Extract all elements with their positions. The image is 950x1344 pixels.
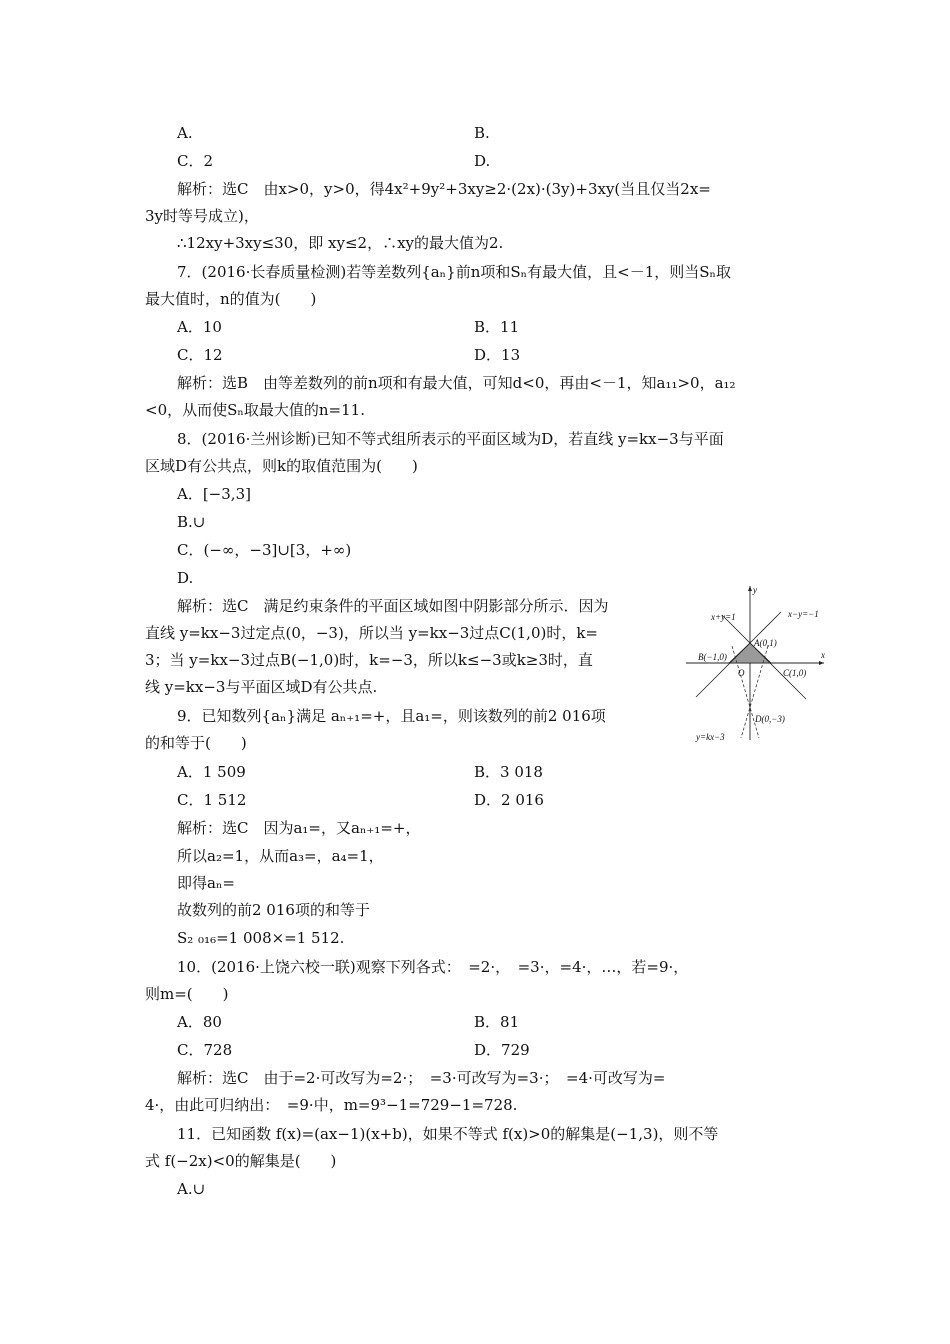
option-c: C．2 xyxy=(177,152,214,170)
solution-text: 解析：选C 由于=2·可改写为=2·； =3·可改写为=3·； =4·可改写为= xyxy=(177,1069,666,1087)
question-8-cont: 区域D有公共点，则k的取值范围为( ) xyxy=(145,457,418,475)
solution-text: 所以a₂=1，从而a₃=，a₄=1， xyxy=(177,847,384,865)
fig-label: y xyxy=(753,585,757,595)
solution-text: 即得aₙ= xyxy=(177,874,236,892)
option-a: A．1 509 xyxy=(177,763,246,781)
fig-label: x xyxy=(821,650,825,660)
fig-label: B(−1,0) xyxy=(698,652,727,662)
question-11-cont: 式 f(−2x)<0的解集是( ) xyxy=(145,1152,337,1170)
question-7-cont: 最大值时，n的值为( ) xyxy=(145,290,317,308)
option-a: A.∪ xyxy=(177,1180,206,1198)
option-d: D．729 xyxy=(474,1041,530,1059)
solution-text: S₂ ₀₁₆=1 008×=1 512. xyxy=(177,929,345,947)
solution-text: <0，从而使Sₙ取最大值的n=11. xyxy=(145,401,365,419)
solution-text: 4·，由此可归纳出： =9·中，m=9³−1=729−1=728. xyxy=(145,1096,518,1114)
fig-label: D(0,−3) xyxy=(755,714,785,724)
question-7: 7．(2016·长春质量检测)若等差数列{aₙ}前n项和Sₙ有最大值，且<－1，则当Sₙ取 xyxy=(177,263,732,281)
fig-label: C(1,0) xyxy=(783,668,807,678)
fig-label: A(0,1) xyxy=(754,638,777,648)
option-a: A. xyxy=(177,124,193,142)
option-c: C．1 512 xyxy=(177,791,247,809)
region-figure xyxy=(678,580,828,748)
option-c: C．728 xyxy=(177,1041,233,1059)
question-11: 11．已知函数 f(x)=(ax−1)(x+b)，如果不等式 f(x)>0的解集是(−1,3)，则不等 xyxy=(177,1125,719,1143)
option-d: D．2 016 xyxy=(474,791,544,809)
option-b: B. xyxy=(474,124,490,142)
solution-text: 解析：选B 由等差数列的前n项和有最大值，可知d<0，再由<－1，知a₁₁>0，a₁₂ xyxy=(177,374,736,392)
solution-text: 3y时等号成立)， xyxy=(145,207,259,225)
option-b: B．11 xyxy=(474,318,520,336)
option-c: C．12 xyxy=(177,346,223,364)
option-a: A．10 xyxy=(177,318,222,336)
solution-text: 解析：选C 因为a₁=，又aₙ₊₁=+， xyxy=(177,819,421,837)
solution-text: 线 y=kx−3与平面区域D有公共点. xyxy=(145,678,378,696)
option-d: D. xyxy=(474,152,491,170)
x-axis-arrow xyxy=(819,661,824,665)
solution-text: 故数列的前2 016项的和等于 xyxy=(177,901,370,919)
fig-label: O xyxy=(738,668,745,678)
question-10: 10．(2016·上饶六校一联)观察下列各式： =2·， =3·，=4·，…，若=9·， xyxy=(177,958,689,976)
option-b: B．3 018 xyxy=(474,763,543,781)
question-10-cont: 则m=( ) xyxy=(145,985,229,1003)
option-b: B.∪ xyxy=(177,513,206,531)
fig-label: x+y=1 xyxy=(711,612,736,622)
fig-label: y=kx−3 xyxy=(696,732,725,742)
solution-text: 解析：选C 由x>0，y>0，得4x²+9y²+3xy≥2·(2x)·(3y)+3xy(当且仅当2x= xyxy=(177,180,711,198)
option-a: A．80 xyxy=(177,1013,222,1031)
solution-text: 直线 y=kx−3过定点(0，−3)，所以当 y=kx−3过点C(1,0)时，k= xyxy=(145,624,598,642)
solution-text: 解析：选C 满足约束条件的平面区域如图中阴影部分所示．因为 xyxy=(177,597,609,615)
solution-text: 3；当 y=kx−3过点B(−1,0)时，k=−3，所以k≤−3或k≥3时，直 xyxy=(145,651,593,669)
option-b: B．81 xyxy=(474,1013,520,1031)
option-d: D．13 xyxy=(474,346,521,364)
question-8: 8．(2016·兰州诊断)已知不等式组所表示的平面区域为D，若直线 y=kx−3与平面 xyxy=(177,430,724,448)
question-9: 9．已知数列{aₙ}满足 aₙ₊₁=+，且a₁=，则该数列的前2 016项 xyxy=(177,707,606,725)
option-a: A．[−3,3] xyxy=(177,485,251,503)
line-x-plus-y xyxy=(722,615,806,699)
y-axis-arrow xyxy=(748,586,752,591)
option-d: D. xyxy=(177,569,194,587)
solution-text: ∴12xy+3xy≤30，即 xy≤2，∴xy的最大值为2. xyxy=(177,234,504,252)
question-9-cont: 的和等于( ) xyxy=(145,734,247,752)
option-c: C．(−∞，−3]∪[3，+∞) xyxy=(177,541,352,559)
fig-label: x−y=−1 xyxy=(788,609,819,619)
